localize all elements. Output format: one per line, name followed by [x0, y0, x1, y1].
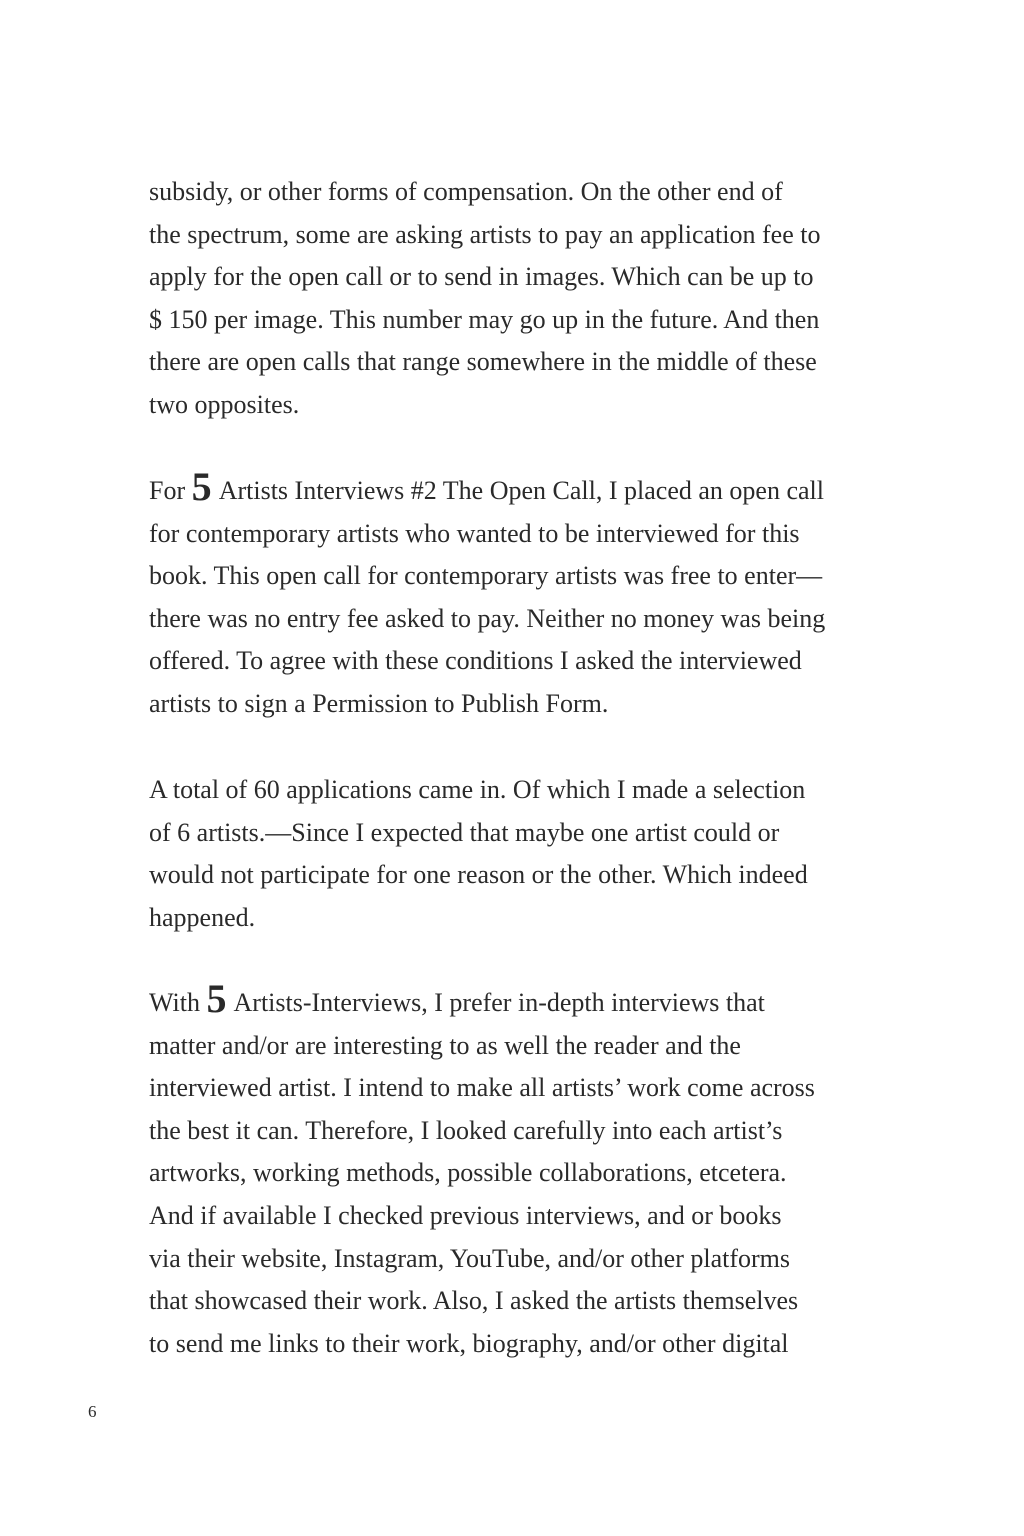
text-line: subsidy, or other forms of compensation. On the other end of — [149, 177, 783, 206]
text-line: apply for the open call or to send in images. Which can be up to — [149, 262, 814, 292]
text-line — [149, 976, 909, 1025]
text-line: book. This open call for contemporary artists was free to enter— — [149, 561, 823, 591]
paragraph-applications — [149, 769, 909, 939]
text-line: artworks, working methods, possible collaborations, etcetera. — [149, 1158, 787, 1188]
text-line: matter and/or are interesting to as well the reader and the — [149, 1030, 741, 1060]
text-line: via their website, Instagram, YouTube, and/or other platforms — [149, 1243, 790, 1273]
text-line: for contemporary artists who wanted to be interviewed for this — [149, 518, 800, 548]
line-start-text: For — [149, 476, 192, 505]
big-five-numeral: 5 — [206, 976, 227, 1021]
text-line: two opposites. — [149, 389, 300, 419]
line-rest-text: Artists Interviews #2 The Open Call, I placed an open call — [213, 476, 824, 505]
text-line: $ 150 per image. This number may go up in the future. And then — [149, 304, 820, 334]
text-line: offered. To agree with these conditions I asked the interviewed — [149, 646, 802, 676]
text-line: happened. — [149, 902, 256, 932]
text-line: the spectrum, some are asking artists to pay an application fee to — [149, 219, 821, 249]
text-line: of 6 artists.—Since I expected that maybe one artist could or — [149, 817, 780, 847]
page-number: 6 — [88, 1402, 97, 1421]
paragraph-compensation — [149, 171, 909, 427]
text-line: And if available I checked previous interviews, and or books — [149, 1200, 782, 1230]
text-line: that showcased their work. Also, I asked the artists themselves — [149, 1286, 799, 1316]
text-line: there was no entry fee asked to pay. Neither no money was being — [149, 603, 826, 633]
line-rest-text: Artists-Interviews, I prefer in-depth interviews that — [228, 988, 765, 1017]
paragraph-open-call — [149, 464, 909, 726]
text-line: to send me links to their work, biography, and/or other digital — [149, 1328, 789, 1358]
text-line: would not participate for one reason or the other. Which indeed — [149, 860, 808, 890]
line-start-text: With — [149, 988, 207, 1017]
big-five-numeral: 5 — [191, 464, 212, 509]
text-line: the best it can. Therefore, I looked carefully into each artist’s — [149, 1115, 783, 1145]
paragraph-interviews — [149, 976, 909, 1365]
text-line: interviewed artist. I intend to make all artists’ work come across — [149, 1073, 815, 1103]
text-line: A total of 60 applications came in. Of which I made a selection — [149, 775, 806, 804]
text-line — [149, 464, 909, 513]
text-line: there are open calls that range somewhere in the middle of these — [149, 347, 817, 377]
text-line: artists to sign a Permission to Publish Form. — [149, 688, 609, 718]
